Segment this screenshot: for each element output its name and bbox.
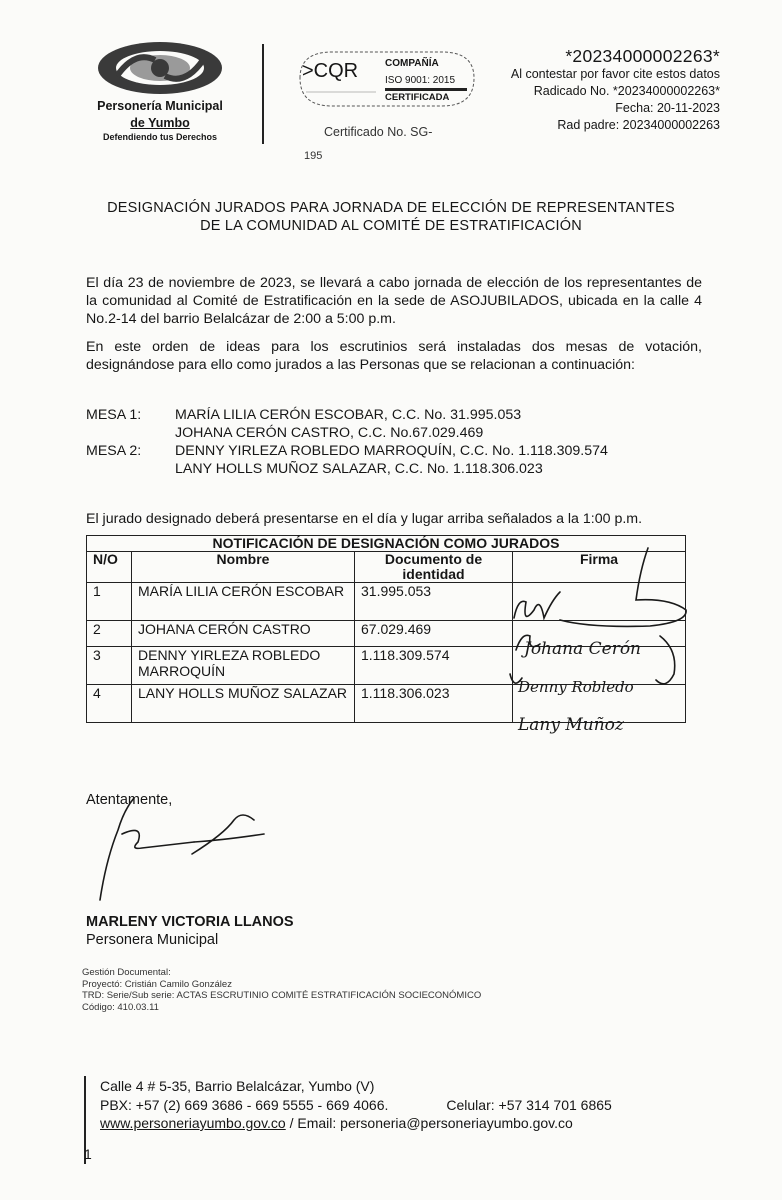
mesa-juror: MARÍA LILIA CERÓN ESCOBAR, C.C. No. 31.995.053 (175, 407, 522, 423)
row-no: 4 (87, 685, 132, 723)
mesa-row (86, 424, 706, 442)
row-doc: 67.029.469 (355, 621, 513, 647)
jurors-signatures-icon (500, 540, 700, 745)
radicado-padre: Rad padre: 20234000002263 (557, 118, 720, 132)
signature-text: Johana Cerón (524, 639, 641, 659)
footer-email: / Email: personeria@personeriayumbo.gov.co (285, 1115, 573, 1131)
mesa-juror: DENNY YIRLEZA ROBLEDO MARROQUÍN, C.C. No. 1.118.309.574 (175, 443, 608, 459)
mesa-row (86, 406, 706, 424)
paragraph-2: En este orden de ideas para los escrutinios será instaladas dos mesas de votación, designándose para ello como jurados a las Personas que se relacionan a continuación: (86, 339, 702, 373)
gestion-line: Código: 410.03.11 (82, 1001, 159, 1013)
footer (100, 1077, 612, 1133)
table-header-no: N/O (87, 552, 132, 583)
mesa-label: MESA 1: (86, 407, 142, 423)
gestion-line: Proyectó: Cristián Camilo González (82, 978, 232, 990)
radicado-fecha: Fecha: 20-11-2023 (615, 101, 720, 115)
org-name-line1: Personería Municipal (97, 99, 223, 113)
personera-signature-icon (84, 790, 284, 910)
mesa-row (86, 460, 706, 478)
row-no: 2 (87, 621, 132, 647)
cert-logo-text: >CQR (302, 60, 359, 82)
paragraph-1: El día 23 de noviembre de 2023, se llevará a cabo jornada de elección de los representantes de la comunidad al Comité de Estratificación en la sede de ASOJUBILADOS, ubicada en la calle 4 No.2-14 del barrio Belalcázar de 2:00 a 5:00 p.m. (86, 275, 702, 327)
closing-salutation: Atentamente, (86, 792, 173, 808)
cqr-cert-badge (292, 48, 477, 110)
table-header-firma: Firma (513, 552, 686, 583)
cert-number: Certificado No. SG- (324, 125, 433, 139)
mesa-label: MESA 2: (86, 443, 142, 459)
signer-name: MARLENY VICTORIA LLANOS (86, 914, 294, 930)
table-title: NOTIFICACIÓN DE DESIGNACIÓN COMO JURADOS (87, 536, 686, 552)
title-line2: DE LA COMUNIDAD AL COMITÉ DE ESTRATIFICACIÓN (200, 218, 582, 234)
table-header-doc: Documento de identidad (355, 552, 513, 583)
radicado-number: *20234000002263* (565, 46, 720, 66)
row-doc: 1.118.309.574 (355, 647, 513, 685)
org-name-line2: de Yumbo (130, 116, 190, 130)
mesa-juror: LANY HOLLS MUÑOZ SALAZAR, C.C. No. 1.118.306.023 (175, 461, 543, 477)
cert-divider (385, 88, 467, 91)
header-divider (262, 44, 264, 144)
signer-role: Personera Municipal (86, 932, 219, 948)
row-name: MARÍA LILIA CERÓN ESCOBAR (132, 583, 355, 621)
footer-celular: Celular: +57 314 701 6865 (446, 1096, 612, 1113)
org-logo-block (70, 40, 250, 142)
personeria-logo-icon (95, 40, 225, 96)
page-number: 1 (84, 1146, 92, 1162)
paragraph-3: El jurado designado deberá presentarse en el día y lugar arriba señalados a la 1:00 p.m. (86, 511, 643, 527)
footer-address: Calle 4 # 5-35, Barrio Belalcázar, Yumbo (V) (100, 1078, 375, 1094)
cert-block (292, 48, 482, 110)
mesa-row (86, 442, 706, 460)
signature-text: Lany Muñoz (518, 715, 624, 735)
signature-text: Denny Robledo (518, 678, 634, 696)
cert-number-suffix: 195 (304, 150, 323, 162)
row-name: LANY HOLLS MUÑOZ SALAZAR (132, 685, 355, 723)
radicado-block (511, 46, 720, 134)
row-no: 3 (87, 647, 132, 685)
mesas-list (86, 406, 706, 478)
cert-certified: CERTIFICADA (385, 92, 450, 103)
mesa-juror: JOHANA CERÓN CASTRO, C.C. No.67.029.469 (175, 425, 484, 441)
gestion-line: TRD: Serie/Sub serie: ACTAS ESCRUTINIO COMITÉ ESTRATIFICACIÓN SOCIECONÓMICO (82, 990, 482, 1001)
cert-company: COMPAÑÍA (385, 58, 439, 69)
footer-pbx: PBX: +57 (2) 669 3686 - 669 5555 - 669 4066. (100, 1096, 389, 1113)
cert-iso: ISO 9001: 2015 (385, 75, 456, 86)
title-line1: DESIGNACIÓN JURADOS PARA JORNADA DE ELECCIÓN DE REPRESENTANTES (107, 200, 675, 216)
org-tagline: Defendiendo tus Derechos (102, 132, 218, 142)
website-link[interactable]: www.personeriayumbo.gov.co (100, 1115, 286, 1131)
gestion-documental (82, 967, 481, 1013)
row-name: DENNY YIRLEZA ROBLEDO MARROQUÍN (132, 647, 355, 685)
radicado-line: Radicado No. *20234000002263* (533, 84, 720, 98)
table-header-name: Nombre (132, 552, 355, 583)
row-name: JOHANA CERÓN CASTRO (132, 621, 355, 647)
footer-phones (100, 1096, 612, 1115)
radicado-note: Al contestar por favor cite estos datos (510, 67, 720, 81)
row-doc: 31.995.053 (355, 583, 513, 621)
gestion-line: Gestión Documental: (82, 967, 171, 978)
document-title (80, 199, 702, 235)
row-no: 1 (87, 583, 132, 621)
footer-contact (100, 1114, 612, 1133)
row-doc: 1.118.306.023 (355, 685, 513, 723)
